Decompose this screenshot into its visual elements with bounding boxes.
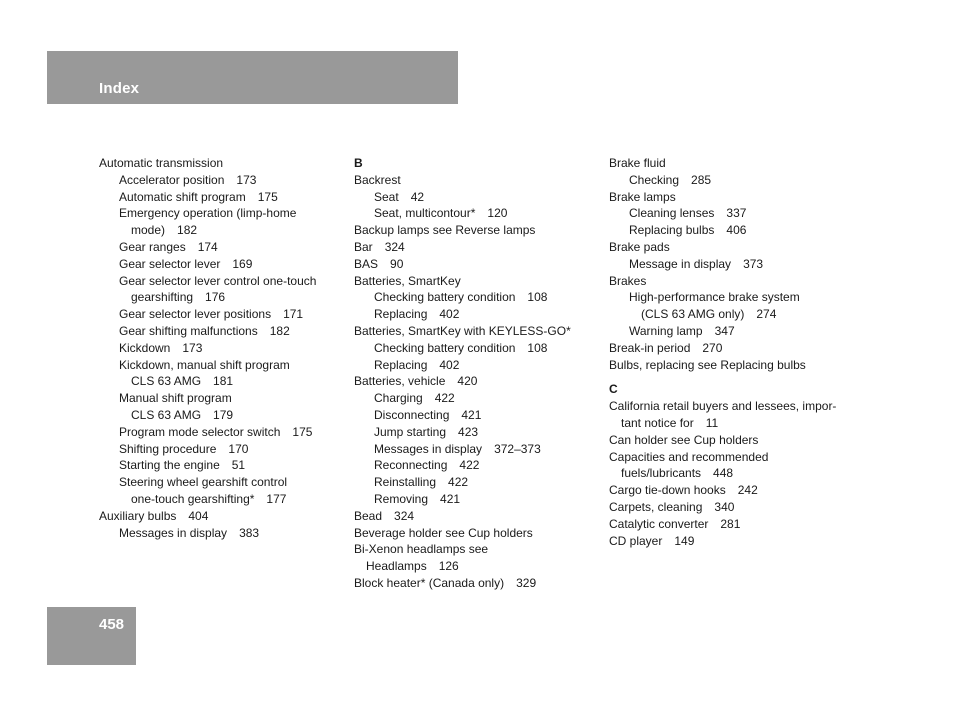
index-page-ref: 281 <box>720 516 741 531</box>
index-entry <box>99 474 349 491</box>
index-entry-text: Gear selector lever control one-touch <box>119 273 317 288</box>
index-entry-text: Beverage holder see Cup holders <box>354 525 533 540</box>
index-entry <box>609 357 859 374</box>
index-entry-text: Message in display <box>629 256 732 271</box>
index-entry <box>354 273 604 290</box>
index-entry-text: Checking battery condition <box>374 290 516 305</box>
index-entry <box>99 205 349 222</box>
index-entry-text: Gear shifting malfunctions <box>119 323 258 338</box>
index-page-ref: 329 <box>516 575 537 590</box>
index-page-ref: 170 <box>228 441 249 456</box>
index-entry <box>99 407 349 424</box>
index-page-ref: 422 <box>459 458 480 473</box>
index-page-ref: 274 <box>756 307 777 322</box>
index-entry <box>609 155 859 172</box>
index-entry-text: Break-in period <box>609 340 691 355</box>
index-entry-text: Auxiliary bulbs <box>99 508 177 523</box>
index-page-ref: 347 <box>714 323 735 338</box>
index-entry-text: Brake fluid <box>609 156 666 170</box>
index-entry-text: Gear selector lever positions <box>119 307 272 322</box>
index-page-ref: 11 <box>705 415 719 430</box>
index-entry-text: Checking <box>629 172 680 187</box>
index-entry-text: Headlamps <box>366 559 427 574</box>
index-entry-text: Bulbs, replacing see Replacing bulbs <box>609 357 806 372</box>
index-entry-text: Kickdown <box>119 340 171 355</box>
index-entry <box>354 340 604 357</box>
index-entry-text: California retail buyers and lessees, impor- <box>609 399 837 414</box>
index-page-ref: 402 <box>439 357 460 372</box>
index-entry <box>354 357 604 374</box>
index-entry <box>609 172 859 189</box>
index-entry-text: Seat, multicontour* <box>374 206 476 221</box>
index-entry-text: Seat <box>374 189 399 204</box>
index-column-1 <box>99 155 349 541</box>
index-entry <box>99 222 349 239</box>
index-entry-text: mode) <box>131 223 166 238</box>
index-page-ref: 179 <box>213 407 234 422</box>
index-entry-text: Emergency operation (limp-home <box>119 206 297 221</box>
index-entry <box>609 432 859 449</box>
index-entry <box>609 415 859 432</box>
index-entry <box>609 533 859 550</box>
index-page-ref: 174 <box>197 239 218 254</box>
index-entry-text: tant notice for <box>621 415 694 430</box>
index-entry <box>354 289 604 306</box>
index-entry-text: Batteries, SmartKey <box>354 273 461 288</box>
index-entry <box>99 373 349 390</box>
index-entry <box>354 575 604 592</box>
index-entry <box>99 424 349 441</box>
index-page-ref: 372–373 <box>494 441 541 456</box>
index-entry-text: Replacing <box>374 307 428 322</box>
index-page-ref: 173 <box>236 172 257 187</box>
index-entry-text: Backup lamps see Reverse lamps <box>354 223 536 238</box>
index-entry <box>99 306 349 323</box>
index-entry-text: C <box>609 382 618 397</box>
index-page-ref: 176 <box>205 290 226 305</box>
index-letter-heading <box>609 381 859 398</box>
index-column-3 <box>609 155 859 549</box>
page-number-tab <box>47 607 136 665</box>
index-entry <box>99 457 349 474</box>
index-page-ref: 421 <box>461 407 482 422</box>
index-entry-text: CLS 63 AMG <box>131 374 202 389</box>
index-entry <box>354 256 604 273</box>
index-page-ref: 182 <box>269 323 290 338</box>
index-page-ref: 169 <box>232 256 253 271</box>
index-page-ref: 242 <box>737 483 758 498</box>
index-page-ref: 175 <box>292 424 313 439</box>
index-page-ref: 421 <box>440 491 461 506</box>
index-entry-text: Checking battery condition <box>374 340 516 355</box>
index-entry-text: Warning lamp <box>629 323 703 338</box>
index-entry <box>354 390 604 407</box>
index-entry <box>354 457 604 474</box>
index-entry-text: Starting the engine <box>119 458 220 473</box>
index-entry <box>609 205 859 222</box>
index-entry-text: Bi-Xenon headlamps see <box>354 542 489 557</box>
index-entry-text: Cleaning lenses <box>629 206 715 221</box>
index-entry-text: Bar <box>354 239 373 254</box>
index-entry <box>354 424 604 441</box>
index-page-ref: 337 <box>726 206 747 221</box>
index-entry <box>609 222 859 239</box>
index-entry-text: Steering wheel gearshift control <box>119 475 288 490</box>
index-entry-text: Brake pads <box>609 239 670 254</box>
index-entry <box>354 222 604 239</box>
index-page-ref: 285 <box>691 172 712 187</box>
index-entry <box>609 323 859 340</box>
index-entry <box>354 205 604 222</box>
index-entry-text: BAS <box>354 256 379 271</box>
index-entry <box>354 239 604 256</box>
index-entry <box>354 189 604 206</box>
index-entry-text: gearshifting <box>131 290 194 305</box>
index-entry <box>99 340 349 357</box>
index-entry <box>609 273 859 290</box>
index-entry-text: Carpets, cleaning <box>609 499 703 514</box>
index-entry-text: Batteries, SmartKey with KEYLESS-GO* <box>354 323 571 338</box>
index-entry-text: Shifting procedure <box>119 441 217 456</box>
index-page-ref: 108 <box>527 340 548 355</box>
index-entry <box>99 239 349 256</box>
index-entry-text: Replacing <box>374 357 428 372</box>
index-entry-text: Reinstalling <box>374 475 437 490</box>
index-entry-text: Cargo tie-down hooks <box>609 483 726 498</box>
index-entry <box>609 306 859 323</box>
index-page-ref: 42 <box>410 189 425 204</box>
index-entry-text: Can holder see Cup holders <box>609 432 759 447</box>
index-page-ref: 340 <box>714 499 735 514</box>
index-entry <box>99 155 349 172</box>
index-entry <box>99 441 349 458</box>
index-page-ref: 404 <box>188 508 209 523</box>
index-entry <box>609 239 859 256</box>
index-page-ref: 420 <box>457 374 478 389</box>
index-page-ref: 171 <box>283 307 304 322</box>
index-entry-text: Replacing bulbs <box>629 223 715 238</box>
index-entry <box>609 189 859 206</box>
index-entry <box>609 499 859 516</box>
index-entry <box>99 172 349 189</box>
index-entry-text: Kickdown, manual shift program <box>119 357 290 372</box>
index-entry <box>609 289 859 306</box>
index-entry <box>354 441 604 458</box>
index-entry-text: Block heater* (Canada only) <box>354 575 505 590</box>
index-entry-text: Messages in display <box>119 525 228 540</box>
index-page-ref: 324 <box>384 239 405 254</box>
index-entry-text: Gear ranges <box>119 239 186 254</box>
index-entry-text: Gear selector lever <box>119 256 221 271</box>
index-entry-text: Brake lamps <box>609 189 676 204</box>
index-entry-text: Disconnecting <box>374 407 450 422</box>
index-entry <box>354 541 604 558</box>
index-entry-text: B <box>354 156 363 170</box>
index-page-ref: 423 <box>458 424 479 439</box>
index-entry <box>609 340 859 357</box>
index-entry-text: (CLS 63 AMG only) <box>641 307 745 322</box>
index-entry-text: Messages in display <box>374 441 483 456</box>
index-entry-text: Removing <box>374 491 429 506</box>
index-entry <box>99 491 349 508</box>
index-page-ref: 90 <box>390 256 404 271</box>
index-entry-text: Accelerator position <box>119 172 225 187</box>
index-page-ref: 324 <box>394 508 415 523</box>
index-entry <box>354 525 604 542</box>
index-entry-text: Jump starting <box>374 424 447 439</box>
index-page-ref: 51 <box>231 458 246 473</box>
index-entry <box>99 323 349 340</box>
index-entry-text: CD player <box>609 533 663 548</box>
index-entry <box>99 508 349 525</box>
index-entry-text: Brakes <box>609 273 647 288</box>
index-page-ref: 149 <box>674 533 695 548</box>
index-page-ref: 126 <box>438 559 459 574</box>
index-entry-text: Backrest <box>354 172 401 187</box>
index-entry <box>99 289 349 306</box>
index-entry-text: Capacities and recommended <box>609 449 769 464</box>
index-page-ref: 448 <box>713 466 734 481</box>
index-entry-text: Automatic transmission <box>99 156 224 170</box>
index-entry <box>354 508 604 525</box>
index-page-ref: 402 <box>439 307 460 322</box>
page-number: 458 <box>99 616 125 633</box>
index-entry <box>354 323 604 340</box>
index-entry-text: Program mode selector switch <box>119 424 281 439</box>
index-column-2 <box>354 155 604 592</box>
index-entry-text: one-touch gearshifting* <box>131 491 255 506</box>
index-page-ref: 422 <box>448 475 469 490</box>
index-entry <box>354 558 604 575</box>
index-entry <box>609 465 859 482</box>
index-entry-text: Bead <box>354 508 383 523</box>
index-page-ref: 422 <box>434 391 455 406</box>
index-entry-text: High-performance brake system <box>629 290 800 305</box>
index-entry <box>354 172 604 189</box>
index-entry <box>99 256 349 273</box>
index-entry-text: Batteries, vehicle <box>354 374 446 389</box>
index-entry <box>99 189 349 206</box>
index-entry-text: Catalytic converter <box>609 516 709 531</box>
index-entry-text: Reconnecting <box>374 458 448 473</box>
index-entry <box>609 449 859 466</box>
index-entry <box>99 390 349 407</box>
index-page-ref: 175 <box>257 189 278 204</box>
index-page-ref: 383 <box>239 525 260 540</box>
index-entry <box>354 306 604 323</box>
index-page-ref: 182 <box>177 223 198 238</box>
index-entry <box>609 398 859 415</box>
index-entry <box>99 273 349 290</box>
index-page-ref: 120 <box>487 206 508 221</box>
index-entry-text: Manual shift program <box>119 391 232 406</box>
index-entry <box>609 482 859 499</box>
index-page-ref: 173 <box>182 340 203 355</box>
header-bar <box>47 51 458 104</box>
index-letter-heading <box>354 155 604 172</box>
index-page-ref: 270 <box>702 340 723 355</box>
index-entry <box>99 525 349 542</box>
index-page-ref: 406 <box>726 223 747 238</box>
index-entry <box>354 491 604 508</box>
index-entry <box>354 373 604 390</box>
index-entry <box>354 474 604 491</box>
page-title: Index <box>99 80 140 97</box>
index-entry <box>354 407 604 424</box>
index-entry <box>609 256 859 273</box>
index-entry-text: fuels/lubricants <box>621 466 702 481</box>
index-page-ref: 373 <box>743 256 764 271</box>
index-page-ref: 177 <box>266 491 287 506</box>
index-entry <box>609 516 859 533</box>
index-page-ref: 181 <box>213 374 234 389</box>
section-gap <box>609 373 859 381</box>
index-entry-text: CLS 63 AMG <box>131 407 202 422</box>
index-entry <box>99 357 349 374</box>
index-entry-text: Automatic shift program <box>119 189 246 204</box>
index-entry-text: Charging <box>374 391 423 406</box>
index-page-ref: 108 <box>527 290 548 305</box>
